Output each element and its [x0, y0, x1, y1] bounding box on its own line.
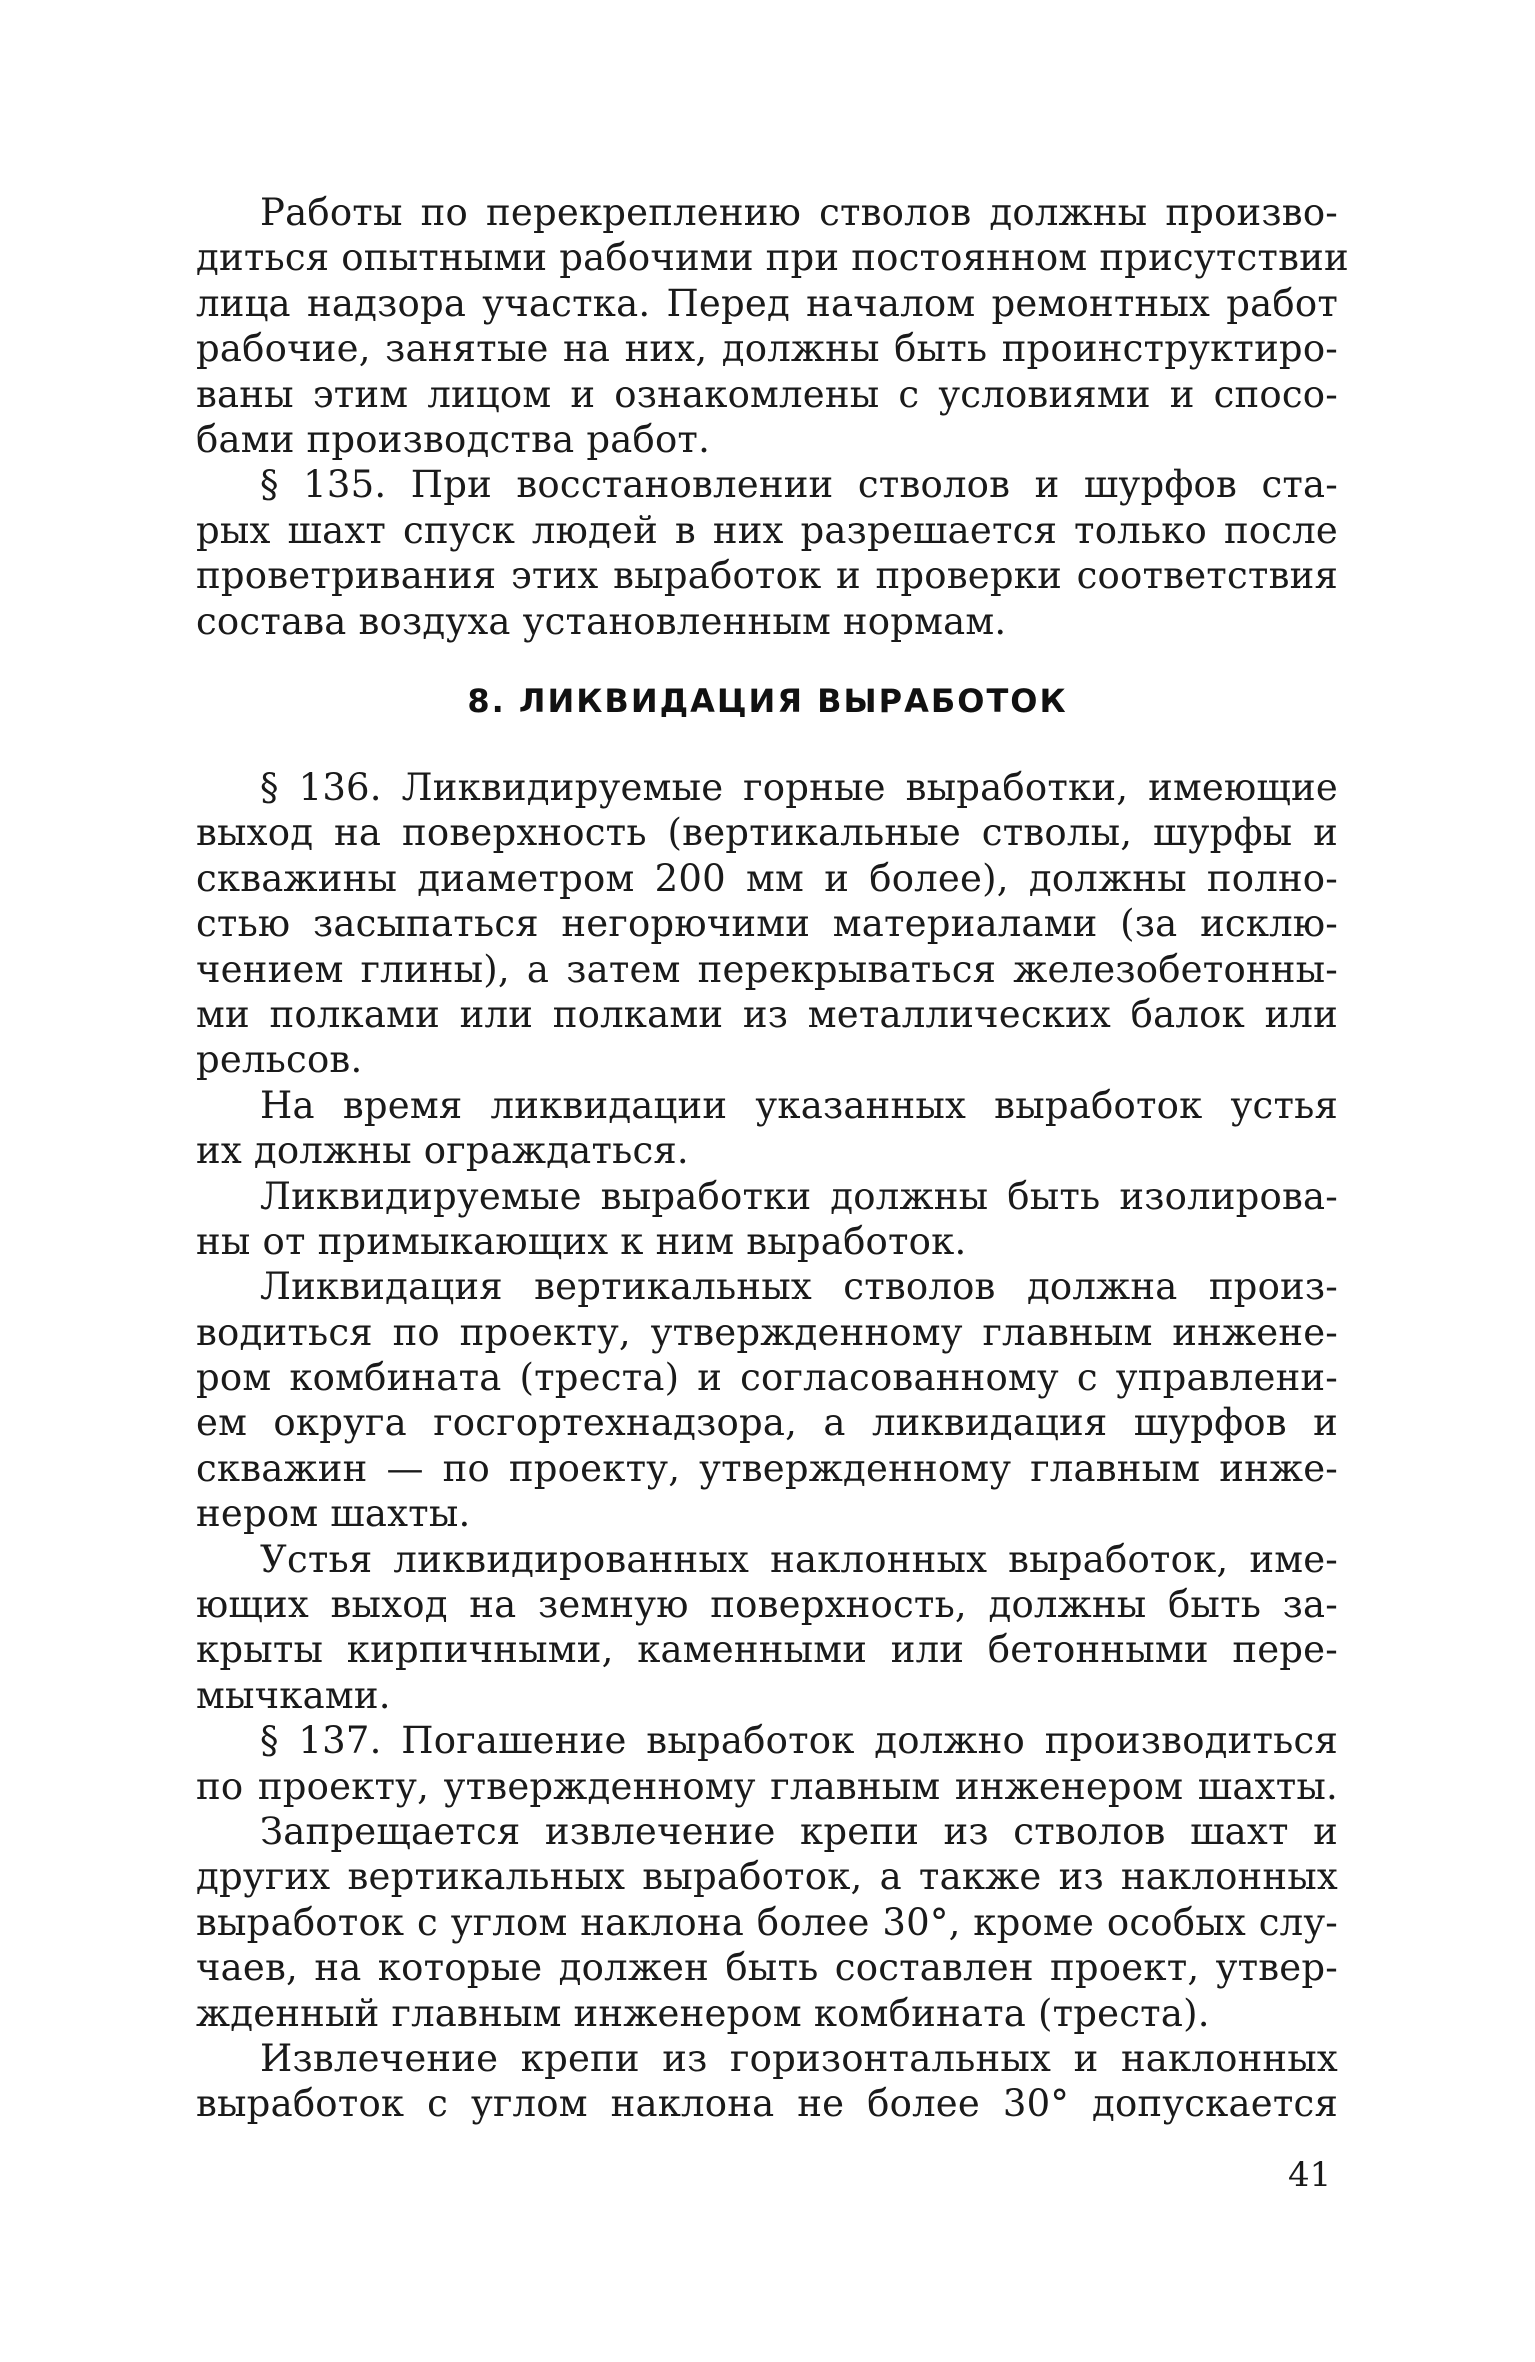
text-line: Работы по перекреплению стволов должны произво- — [260, 191, 1338, 234]
section-heading: 8. ЛИКВИДАЦИЯ ВЫРАБОТОК — [467, 682, 1068, 720]
text-line: ваны этим лицом и ознакомлены с условиями и спосо- — [196, 372, 1338, 416]
text-line: по проекту, утвержденному главным инженером шахты. — [196, 1764, 1338, 1808]
text-line: ющих выход на земную поверхность, должны быть за- — [196, 1583, 1338, 1627]
text-line: мычками. — [196, 1673, 391, 1717]
text-line: Ликвидируемые выработки должны быть изолирова- — [260, 1174, 1338, 1218]
text-line: Запрещается извлечение крепи из стволов шахт и — [260, 1809, 1338, 1853]
text-block-lower — [196, 765, 1338, 2127]
text-line: лица надзора участка. Перед началом ремонтных работ — [196, 281, 1338, 325]
text-line: крыты кирпичными, каменными или бетонными пере- — [196, 1628, 1338, 1672]
text-line: Извлечение крепи из горизонтальных и наклонных — [260, 2036, 1338, 2080]
text-line: диться опытными рабочими при постоянном присутствии — [196, 236, 1349, 280]
text-line: проветривания этих выработок и проверки соответствия — [196, 554, 1338, 598]
text-line: рельсов. — [196, 1038, 363, 1082]
text-line: скважины диаметром 200 мм и более), должны полно- — [196, 856, 1338, 900]
text-line: их должны ограждаться. — [196, 1129, 689, 1173]
text-line: § 137. Погашение выработок должно производиться — [260, 1719, 1338, 1763]
text-line: водиться по проекту, утвержденному главным инжене- — [196, 1310, 1338, 1354]
text-line: чаев, на которые должен быть составлен проект, утвер- — [196, 1946, 1338, 1990]
text-line: На время ликвидации указанных выработок устья — [260, 1083, 1338, 1127]
text-line: Ликвидация вертикальных стволов должна произ- — [260, 1265, 1338, 1309]
text-line: скважин — по проекту, утвержденному главным инже- — [196, 1446, 1338, 1490]
text-line: § 136. Ликвидируемые горные выработки, имеющие — [260, 766, 1338, 809]
text-line: стью засыпаться негорючими материалами (за исклю- — [196, 902, 1338, 946]
text-line: выход на поверхность (вертикальные стволы, шурфы и — [196, 811, 1338, 855]
text-line: рых шахт спуск людей в них разрешается только после — [196, 508, 1338, 552]
text-line: Устья ликвидированных наклонных выработок, име- — [260, 1537, 1338, 1581]
text-line: жденный главным инженером комбината (треста). — [196, 1991, 1210, 2035]
text-line: рабочие, занятые на них, должны быть проинструктиро- — [196, 327, 1338, 371]
text-line: чением глины), а затем перекрываться железобетонны- — [196, 947, 1338, 991]
text-line: ром комбината (треста) и согласованному с управлени- — [196, 1356, 1338, 1400]
text-line: бами производства работ. — [196, 417, 711, 461]
text-line: § 135. При восстановлении стволов и шурфов ста- — [260, 463, 1338, 507]
page-number: 41 — [1288, 2155, 1332, 2195]
text-line: ми полками или полками из металлических балок или — [196, 992, 1338, 1036]
text-line: состава воздуха установленным нормам. — [196, 599, 1007, 643]
text-line: нером шахты. — [196, 1492, 471, 1536]
text-line: ны от примыкающих к ним выработок. — [196, 1219, 967, 1263]
text-line: выработок с углом наклона не более 30° допускается — [196, 2082, 1338, 2126]
text-block-upper — [196, 190, 1349, 644]
text-line: других вертикальных выработок, а также из наклонных — [196, 1855, 1338, 1899]
text-line: выработок с углом наклона более 30°, кроме особых слу- — [196, 1900, 1338, 1944]
text-line: ем округа госгортехнадзора, а ликвидация шурфов и — [196, 1401, 1338, 1445]
